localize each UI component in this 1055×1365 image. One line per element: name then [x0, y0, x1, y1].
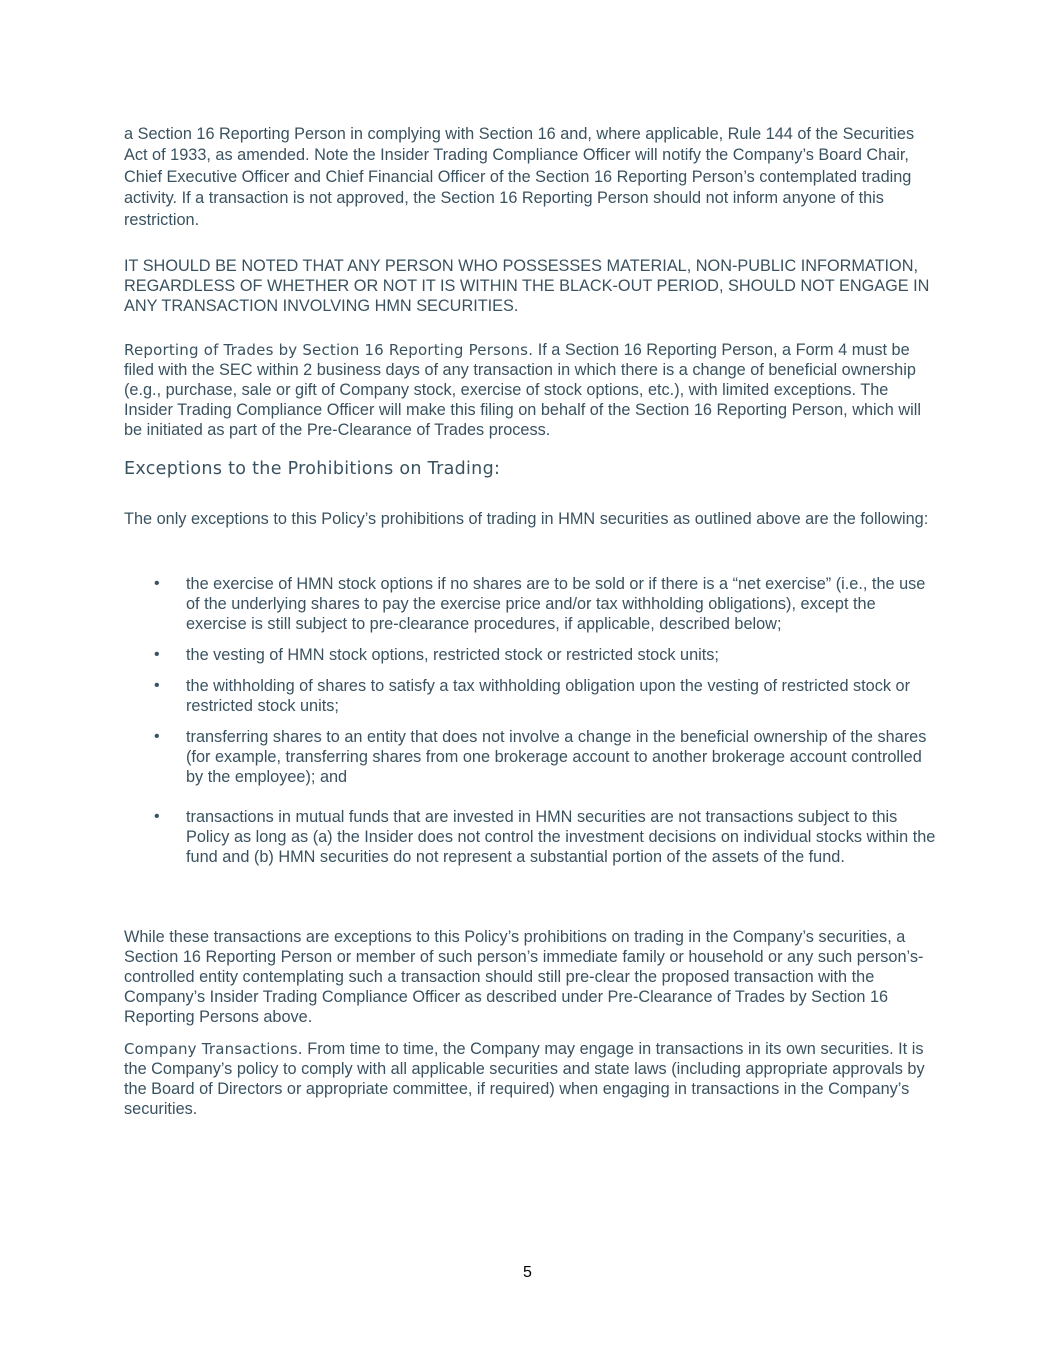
list-item: • the exercise of HMN stock options if no shares are to be sold or if there is a “net exercise” (i.e., the use of the underlying shares to pay the exercise price and/or tax withholding obligations), except the exercise is still subject to pre-clearance procedures, if applicable, described below; [124, 574, 936, 634]
list-item: • transferring shares to an entity that does not involve a change in the beneficial ownership of the shares (for example, transferring shares from one brokerage account to another brokerage account controlled by the employee); and [124, 727, 936, 787]
company-heading: Company Transactions. [124, 1040, 303, 1058]
exceptions-heading: Exceptions to the Prohibitions on Trading: [124, 459, 501, 479]
paragraph-preclearance-continued: a Section 16 Reporting Person in complying with Section 16 and, where applicable, Rule 144 of the Securities Act of 1933, as amended. Note the Insider Trading Compliance Officer will notify the Company’s Board Chair, Chief Executive Officer and Chief Financial Officer of the Section 16 Reporting Person’s contemplated trading activity. If a transaction is not approved, the Section 16 Reporting Person should not inform anyone of this restriction. [124, 125, 915, 229]
paragraph-company-transactions [124, 1039, 936, 1119]
paragraph-exceptions-preclear: While these transactions are exceptions to this Policy’s prohibitions on trading in the Company’s securities, a Section 16 Reporting Person or member of such person’s immediate family or household or any such person’s-controlled entity contemplating such a transaction should still pre-clear the proposed transaction with the Company’s Insider Trading Compliance Officer as described under Pre-Clearance of Trades by Section 16 Reporting Persons above. [124, 928, 924, 1026]
page-number: 5 [523, 1264, 532, 1281]
exceptions-intro: The only exceptions to this Policy’s prohibitions of trading in HMN securities as outlined above are the following: [124, 510, 929, 528]
reporting-body: If a Section 16 Reporting Person, a Form 4 must be filed with the SEC within 2 business days of any transaction in which there is a change of beneficial ownership (e.g., purchase, sale or gift of Company stock, exercise of stock options, etc.), with limited exceptions. The Insider Trading Compliance Officer will make this filing on behalf of the Section 16 Reporting Person, which will be initiated as part of the Pre-Clearance of Trades process. [124, 341, 921, 439]
reporting-heading: Reporting of Trades by Section 16 Reporting Persons. [124, 341, 534, 359]
company-body: From time to time, the Company may engage in transactions in its own securities. It is the Company’s policy to comply with all applicable securities and state laws (including appropriate approvals by the Board of Directors or appropriate committee, if required) when engaging in transactions in the Company’s securities. [124, 1040, 925, 1118]
list-item: • the withholding of shares to satisfy a tax withholding obligation upon the vesting of restricted stock or restricted stock units; [124, 676, 936, 716]
list-item: • transactions in mutual funds that are invested in HMN securities are not transactions subject to this Policy as long as (a) the Insider does not control the investment decisions on individual stocks within the fund and (b) HMN securities do not represent a substantial portion of the assets of the fund. [124, 807, 936, 867]
list-item: • the vesting of HMN stock options, restricted stock or restricted stock units; [124, 645, 936, 665]
blackout-notice: IT SHOULD BE NOTED THAT ANY PERSON WHO POSSESSES MATERIAL, NON-PUBLIC INFORMATION, REGARDLESS OF WHETHER OR NOT IT IS WITHIN THE BLACK-OUT PERIOD, SHOULD NOT ENGAGE IN ANY TRANSACTION INVOLVING HMN SECURITIES. [124, 257, 930, 315]
paragraph-reporting-trades [124, 340, 936, 440]
